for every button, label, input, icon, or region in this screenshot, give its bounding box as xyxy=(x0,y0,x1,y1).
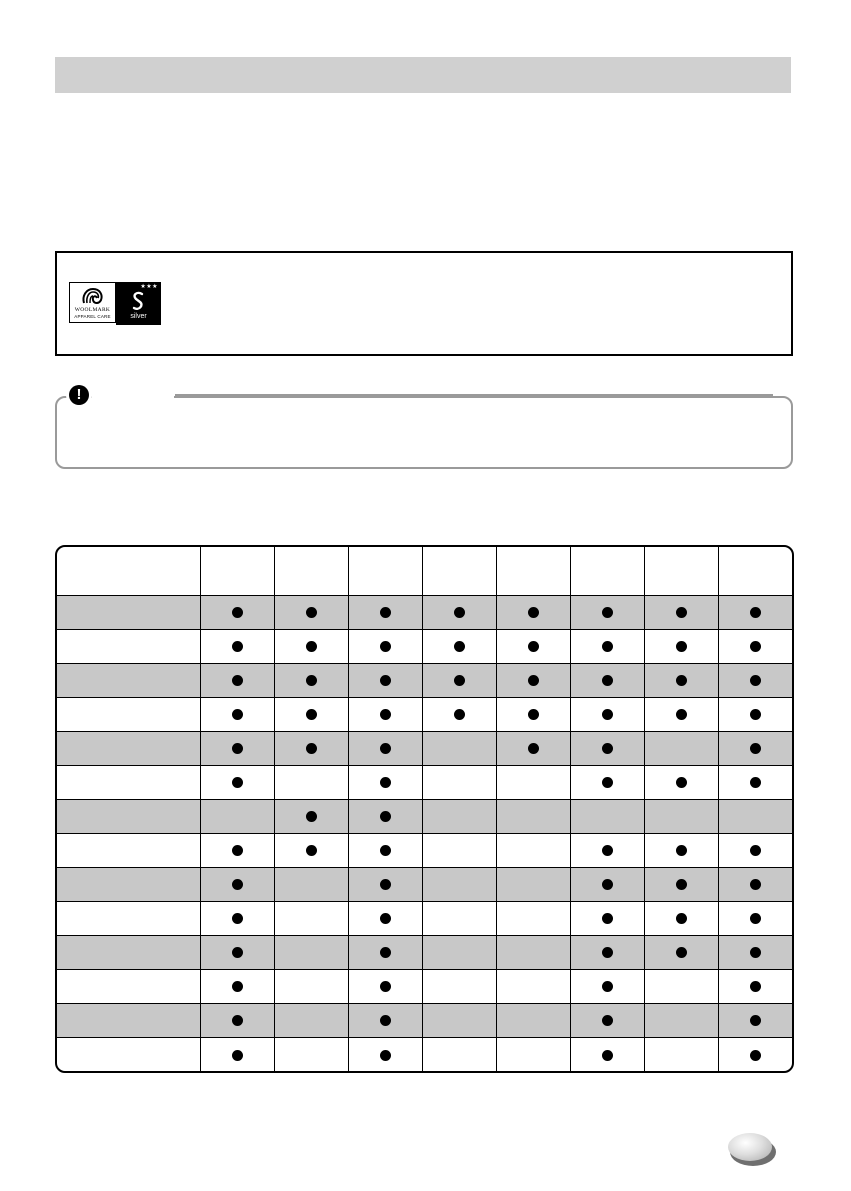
available-dot-icon xyxy=(380,607,391,618)
option-cell xyxy=(644,901,718,935)
available-dot-icon xyxy=(232,743,243,754)
option-cell xyxy=(570,969,644,1003)
option-cell xyxy=(348,1037,422,1071)
row-label-cell xyxy=(57,901,200,935)
table-row xyxy=(57,731,792,765)
option-cell xyxy=(718,697,792,731)
option-cell xyxy=(644,867,718,901)
available-dot-icon xyxy=(750,879,761,890)
option-cell xyxy=(348,595,422,629)
option-cell xyxy=(348,765,422,799)
available-dot-icon xyxy=(676,947,687,958)
table-row xyxy=(57,833,792,867)
apparel-care-text: APPAREL CARE xyxy=(74,314,111,319)
option-cell xyxy=(422,935,496,969)
row-label-cell xyxy=(57,969,200,1003)
available-dot-icon xyxy=(602,947,613,958)
row-label-cell xyxy=(57,867,200,901)
available-dot-icon xyxy=(676,879,687,890)
option-cell xyxy=(274,969,348,1003)
option-cell xyxy=(496,867,570,901)
available-dot-icon xyxy=(676,675,687,686)
available-dot-icon xyxy=(380,675,391,686)
available-dot-icon xyxy=(750,607,761,618)
exclamation-icon: ! xyxy=(69,385,89,405)
option-cell xyxy=(348,833,422,867)
option-cell xyxy=(200,799,274,833)
available-dot-icon xyxy=(232,777,243,788)
available-dot-icon xyxy=(232,913,243,924)
available-dot-icon xyxy=(602,879,613,890)
available-dot-icon xyxy=(676,913,687,924)
option-cell xyxy=(570,765,644,799)
option-cell xyxy=(718,629,792,663)
available-dot-icon xyxy=(528,675,539,686)
option-cell xyxy=(718,765,792,799)
row-label-cell xyxy=(57,595,200,629)
option-cell xyxy=(496,969,570,1003)
available-dot-icon xyxy=(380,777,391,788)
option-cell xyxy=(274,867,348,901)
header-cell xyxy=(718,547,792,595)
row-label-cell xyxy=(57,833,200,867)
table-row xyxy=(57,867,792,901)
table-row xyxy=(57,935,792,969)
option-cell xyxy=(422,1003,496,1037)
available-dot-icon xyxy=(380,709,391,720)
available-dot-icon xyxy=(602,641,613,652)
option-cell xyxy=(570,697,644,731)
row-label-cell xyxy=(57,765,200,799)
header-cell xyxy=(422,547,496,595)
available-dot-icon xyxy=(232,709,243,720)
option-cell xyxy=(644,731,718,765)
option-cell xyxy=(422,1037,496,1071)
table-row xyxy=(57,595,792,629)
available-dot-icon xyxy=(602,607,613,618)
available-dot-icon xyxy=(232,607,243,618)
available-dot-icon xyxy=(528,709,539,720)
available-dot-icon xyxy=(454,641,465,652)
option-cell xyxy=(496,697,570,731)
option-cell xyxy=(274,731,348,765)
available-dot-icon xyxy=(528,607,539,618)
option-cell xyxy=(200,697,274,731)
available-dot-icon xyxy=(750,947,761,958)
available-dot-icon xyxy=(750,641,761,652)
table-row xyxy=(57,629,792,663)
option-cell xyxy=(200,1003,274,1037)
available-dot-icon xyxy=(602,777,613,788)
row-label-cell xyxy=(57,1037,200,1071)
option-cell xyxy=(274,833,348,867)
available-dot-icon xyxy=(676,641,687,652)
option-cell xyxy=(570,731,644,765)
available-dot-icon xyxy=(750,743,761,754)
option-cell xyxy=(200,731,274,765)
available-dot-icon xyxy=(306,709,317,720)
silver-label: silver xyxy=(130,313,147,320)
table-header-row xyxy=(57,547,792,595)
option-cell xyxy=(570,799,644,833)
available-dot-icon xyxy=(454,709,465,720)
available-dot-icon xyxy=(380,641,391,652)
option-cell xyxy=(348,867,422,901)
option-cell xyxy=(348,969,422,1003)
available-dot-icon xyxy=(602,1050,613,1061)
option-cell xyxy=(718,663,792,697)
option-cell xyxy=(200,663,274,697)
option-cell xyxy=(496,833,570,867)
row-label-cell xyxy=(57,663,200,697)
available-dot-icon xyxy=(232,879,243,890)
table-row xyxy=(57,697,792,731)
available-dot-icon xyxy=(602,675,613,686)
silver-s-icon xyxy=(131,291,145,311)
option-cell xyxy=(274,1037,348,1071)
available-dot-icon xyxy=(380,879,391,890)
available-dot-icon xyxy=(454,675,465,686)
option-cell xyxy=(644,663,718,697)
available-dot-icon xyxy=(676,845,687,856)
row-label-cell xyxy=(57,799,200,833)
option-cell xyxy=(718,799,792,833)
option-cell xyxy=(200,833,274,867)
available-dot-icon xyxy=(676,777,687,788)
option-cell xyxy=(496,595,570,629)
option-cell xyxy=(718,595,792,629)
option-cell xyxy=(718,969,792,1003)
option-cell xyxy=(348,1003,422,1037)
available-dot-icon xyxy=(232,1015,243,1026)
available-dot-icon xyxy=(528,743,539,754)
option-cell xyxy=(200,935,274,969)
option-cell xyxy=(644,969,718,1003)
header-cell xyxy=(496,547,570,595)
available-dot-icon xyxy=(602,913,613,924)
option-cell xyxy=(422,731,496,765)
header-cell xyxy=(200,547,274,595)
option-cell xyxy=(496,799,570,833)
option-cell xyxy=(274,595,348,629)
option-cell xyxy=(200,969,274,1003)
available-dot-icon xyxy=(232,675,243,686)
available-dot-icon xyxy=(602,1015,613,1026)
option-cell xyxy=(348,799,422,833)
option-cell xyxy=(496,731,570,765)
option-cell xyxy=(496,1003,570,1037)
available-dot-icon xyxy=(306,607,317,618)
row-label-cell xyxy=(57,935,200,969)
woolmark-emblem xyxy=(69,282,116,323)
option-cell xyxy=(496,629,570,663)
option-cell xyxy=(570,935,644,969)
option-cell xyxy=(644,799,718,833)
option-cell xyxy=(718,833,792,867)
option-cell xyxy=(718,1037,792,1071)
available-dot-icon xyxy=(232,947,243,958)
section-header-bar xyxy=(55,57,791,93)
header-cell xyxy=(570,547,644,595)
option-cell xyxy=(348,935,422,969)
available-dot-icon xyxy=(750,1050,761,1061)
available-dot-icon xyxy=(380,845,391,856)
option-cell xyxy=(274,765,348,799)
available-dot-icon xyxy=(676,709,687,720)
option-cell xyxy=(348,901,422,935)
option-cell xyxy=(496,935,570,969)
available-dot-icon xyxy=(750,981,761,992)
table-row xyxy=(57,799,792,833)
option-cell xyxy=(200,901,274,935)
available-dot-icon xyxy=(232,845,243,856)
option-cell xyxy=(422,663,496,697)
option-cell xyxy=(422,697,496,731)
available-dot-icon xyxy=(602,981,613,992)
option-cell xyxy=(570,595,644,629)
option-cell xyxy=(348,697,422,731)
option-cell xyxy=(274,697,348,731)
option-cell xyxy=(422,901,496,935)
available-dot-icon xyxy=(528,641,539,652)
option-cell xyxy=(274,799,348,833)
table-body xyxy=(57,595,792,1071)
option-cell xyxy=(348,731,422,765)
available-dot-icon xyxy=(602,743,613,754)
option-cell xyxy=(570,663,644,697)
option-cell xyxy=(644,629,718,663)
available-dot-icon xyxy=(306,743,317,754)
option-cell xyxy=(422,765,496,799)
program-options-table xyxy=(55,545,794,1073)
available-dot-icon xyxy=(454,607,465,618)
row-label-cell xyxy=(57,1003,200,1037)
table-row xyxy=(57,969,792,1003)
option-cell xyxy=(348,629,422,663)
available-dot-icon xyxy=(232,981,243,992)
option-cell xyxy=(718,935,792,969)
option-cell xyxy=(200,867,274,901)
available-dot-icon xyxy=(380,947,391,958)
option-cell xyxy=(570,901,644,935)
available-dot-icon xyxy=(750,1015,761,1026)
option-cell xyxy=(274,935,348,969)
row-label-cell xyxy=(57,629,200,663)
option-cell xyxy=(644,1003,718,1037)
option-cell xyxy=(570,867,644,901)
header-cell xyxy=(274,547,348,595)
option-cell xyxy=(200,765,274,799)
option-cell xyxy=(718,867,792,901)
options-table xyxy=(57,547,792,1071)
notice-box xyxy=(55,396,793,469)
available-dot-icon xyxy=(306,675,317,686)
option-cell xyxy=(422,629,496,663)
option-cell xyxy=(718,731,792,765)
available-dot-icon xyxy=(380,1050,391,1061)
available-dot-icon xyxy=(602,709,613,720)
available-dot-icon xyxy=(232,641,243,652)
option-cell xyxy=(422,833,496,867)
option-cell xyxy=(200,629,274,663)
header-cell xyxy=(348,547,422,595)
option-cell xyxy=(644,935,718,969)
option-cell xyxy=(200,1037,274,1071)
option-cell xyxy=(570,1003,644,1037)
stars-rating: ★★★ xyxy=(140,284,158,290)
available-dot-icon xyxy=(306,811,317,822)
available-dot-icon xyxy=(602,845,613,856)
table-row xyxy=(57,1003,792,1037)
available-dot-icon xyxy=(380,913,391,924)
option-cell xyxy=(718,901,792,935)
option-cell xyxy=(496,901,570,935)
option-cell xyxy=(274,663,348,697)
option-cell xyxy=(644,697,718,731)
row-label-cell xyxy=(57,697,200,731)
option-cell xyxy=(422,595,496,629)
silver-emblem xyxy=(116,282,161,325)
available-dot-icon xyxy=(380,981,391,992)
available-dot-icon xyxy=(380,743,391,754)
option-cell xyxy=(496,1037,570,1071)
option-cell xyxy=(644,1037,718,1071)
option-cell xyxy=(718,1003,792,1037)
option-cell xyxy=(200,595,274,629)
option-cell xyxy=(348,663,422,697)
available-dot-icon xyxy=(750,675,761,686)
available-dot-icon xyxy=(750,777,761,788)
available-dot-icon xyxy=(380,1015,391,1026)
table-row xyxy=(57,765,792,799)
table-row xyxy=(57,1037,792,1071)
notice-title-rule xyxy=(175,394,773,396)
available-dot-icon xyxy=(380,811,391,822)
option-cell xyxy=(422,867,496,901)
option-cell xyxy=(644,595,718,629)
available-dot-icon xyxy=(750,845,761,856)
woolmark-text: WOOLMARK xyxy=(74,307,111,313)
available-dot-icon xyxy=(676,607,687,618)
available-dot-icon xyxy=(750,709,761,720)
option-cell xyxy=(570,1037,644,1071)
option-cell xyxy=(570,833,644,867)
option-cell xyxy=(274,901,348,935)
woolmark-logo xyxy=(69,282,161,325)
option-cell xyxy=(496,663,570,697)
page-number-badge xyxy=(728,1133,772,1161)
option-cell xyxy=(570,629,644,663)
table-row xyxy=(57,901,792,935)
available-dot-icon xyxy=(750,913,761,924)
option-cell xyxy=(644,765,718,799)
notice-title-gap xyxy=(92,392,174,400)
woolmark-swirl-icon xyxy=(81,286,105,306)
header-cell xyxy=(644,547,718,595)
available-dot-icon xyxy=(306,641,317,652)
option-cell xyxy=(496,765,570,799)
available-dot-icon xyxy=(232,1050,243,1061)
row-label-cell xyxy=(57,731,200,765)
option-cell xyxy=(274,1003,348,1037)
table-row xyxy=(57,663,792,697)
option-cell xyxy=(422,969,496,1003)
option-cell xyxy=(644,833,718,867)
woolmark-info-box xyxy=(55,251,793,356)
available-dot-icon xyxy=(306,845,317,856)
option-cell xyxy=(422,799,496,833)
header-cell xyxy=(57,547,200,595)
option-cell xyxy=(274,629,348,663)
